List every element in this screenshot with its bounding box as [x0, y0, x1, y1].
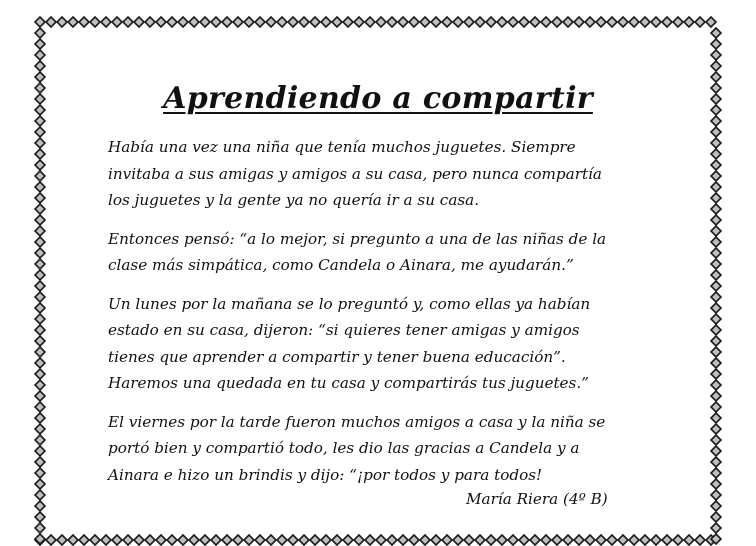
- border-link: [618, 535, 628, 545]
- border-link: [711, 182, 721, 192]
- border-link: [79, 17, 89, 27]
- border-link: [189, 17, 199, 27]
- paragraph-line: Entonces pensó: “a lo mejor, si pregunto a una de las niñas de la: [108, 229, 607, 248]
- border-link: [35, 490, 45, 500]
- border-link: [596, 535, 606, 545]
- border-link: [711, 380, 721, 390]
- border-link: [365, 535, 375, 545]
- border-link: [35, 204, 45, 214]
- border-link: [35, 281, 45, 291]
- border-link: [35, 215, 45, 225]
- border-link: [112, 535, 122, 545]
- border-link: [475, 535, 485, 545]
- border-link: [711, 193, 721, 203]
- border-link: [244, 535, 254, 545]
- border-link: [167, 535, 177, 545]
- border-link: [711, 281, 721, 291]
- story-title: [0, 78, 756, 116]
- border-link: [711, 50, 721, 60]
- border-link: [711, 259, 721, 269]
- border-link: [711, 336, 721, 346]
- border-link: [35, 369, 45, 379]
- border-link: [519, 17, 529, 27]
- border-link: [376, 535, 386, 545]
- border-link: [497, 17, 507, 27]
- paragraph-line: invitaba a sus amigas y amigos a su casa, pero nunca compartía: [108, 164, 602, 183]
- border-link: [596, 17, 606, 27]
- border-link: [35, 237, 45, 247]
- border-link: [35, 28, 45, 38]
- border-link: [607, 17, 617, 27]
- border-link: [684, 17, 694, 27]
- border-link: [90, 535, 100, 545]
- border-link: [711, 369, 721, 379]
- border-link: [343, 535, 353, 545]
- paragraph-line: estado en su casa, dijeron: “si quieres tener amigas y amigos: [108, 321, 580, 339]
- border-link: [277, 535, 287, 545]
- border-link: [711, 226, 721, 236]
- border-link: [310, 535, 320, 545]
- border-link: [277, 17, 287, 27]
- border-link: [35, 270, 45, 280]
- border-link: [711, 127, 721, 137]
- border-link: [35, 512, 45, 522]
- border-link: [35, 292, 45, 302]
- border-link: [475, 17, 485, 27]
- border-link: [711, 171, 721, 181]
- border-link: [530, 535, 540, 545]
- border-link: [35, 501, 45, 511]
- border-link: [464, 535, 474, 545]
- border-link: [711, 435, 721, 445]
- border-link: [651, 535, 661, 545]
- border-link: [420, 535, 430, 545]
- border-link: [574, 535, 584, 545]
- border-link: [486, 17, 496, 27]
- border-link: [200, 535, 210, 545]
- border-link: [35, 138, 45, 148]
- border-link: [695, 17, 705, 27]
- border-link: [711, 138, 721, 148]
- border-link: [57, 17, 67, 27]
- author-signature: María Riera (4º B): [466, 490, 608, 508]
- border-link: [101, 535, 111, 545]
- paragraph: [108, 226, 656, 279]
- border-link: [46, 535, 56, 545]
- border-link: [299, 17, 309, 27]
- border-link: [35, 259, 45, 269]
- border-link: [35, 149, 45, 159]
- border-link: [145, 535, 155, 545]
- border-link: [431, 535, 441, 545]
- paragraph-line: Haremos una quedada en tu casa y compartirás tus juguetes.”: [108, 374, 589, 392]
- border-link: [552, 535, 562, 545]
- border-link: [35, 61, 45, 71]
- border-link: [711, 116, 721, 126]
- story-body: [108, 134, 656, 500]
- border-link: [233, 535, 243, 545]
- border-link: [398, 17, 408, 27]
- border-link: [46, 17, 56, 27]
- border-link: [178, 535, 188, 545]
- border-link: [178, 17, 188, 27]
- border-link: [552, 17, 562, 27]
- border-link: [640, 535, 650, 545]
- border-link: [629, 535, 639, 545]
- border-link: [711, 413, 721, 423]
- border-link: [684, 535, 694, 545]
- border-link: [585, 535, 595, 545]
- border-link: [431, 17, 441, 27]
- border-link: [35, 347, 45, 357]
- border-link: [711, 457, 721, 467]
- paragraph-line: Había una vez una niña que tenía muchos juguetes. Siempre: [108, 138, 576, 156]
- paragraph-line: los juguetes y la gente ya no quería ir a su casa.: [108, 191, 480, 209]
- border-link: [530, 17, 540, 27]
- paragraph-line: tienes que aprender a compartir y tener buena educación”.: [108, 347, 566, 366]
- border-link: [640, 17, 650, 27]
- border-link: [711, 358, 721, 368]
- border-link: [35, 50, 45, 60]
- border-link: [35, 17, 45, 27]
- border-link: [35, 380, 45, 390]
- border-link: [711, 237, 721, 247]
- border-link: [123, 535, 133, 545]
- border-link: [35, 116, 45, 126]
- border-link: [35, 468, 45, 478]
- border-link: [711, 248, 721, 258]
- border-link: [453, 535, 463, 545]
- border-link: [409, 535, 419, 545]
- border-link: [35, 127, 45, 137]
- border-link: [343, 17, 353, 27]
- border-link: [711, 215, 721, 225]
- border-link: [332, 17, 342, 27]
- border-link: [711, 501, 721, 511]
- border-link: [90, 17, 100, 27]
- border-link: [211, 17, 221, 27]
- border-link: [563, 535, 573, 545]
- border-link: [711, 160, 721, 170]
- border-link: [673, 535, 683, 545]
- border-link: [35, 424, 45, 434]
- border-link: [711, 303, 721, 313]
- border-link: [662, 535, 672, 545]
- border-link: [711, 446, 721, 456]
- border-link: [541, 535, 551, 545]
- border-link: [711, 468, 721, 478]
- border-link: [508, 535, 518, 545]
- border-link: [711, 204, 721, 214]
- border-link: [387, 535, 397, 545]
- border-link: [508, 17, 518, 27]
- border-link: [354, 17, 364, 27]
- border-link: [321, 17, 331, 27]
- paragraph-line: El viernes por la tarde fueron muchos amigos a casa y la niña se: [108, 412, 606, 431]
- border-link: [35, 160, 45, 170]
- border-link: [35, 193, 45, 203]
- paragraph-line: Ainara e hizo un brindis y dijo: “¡por todos y para todos!: [108, 465, 543, 484]
- border-link: [519, 535, 529, 545]
- border-link: [68, 535, 78, 545]
- border-link: [695, 535, 705, 545]
- border-link: [711, 28, 721, 38]
- border-link: [711, 479, 721, 489]
- border-link: [310, 17, 320, 27]
- border-link: [35, 248, 45, 258]
- border-link: [156, 535, 166, 545]
- border-link: [79, 535, 89, 545]
- border-link: [211, 535, 221, 545]
- border-link: [156, 17, 166, 27]
- border-link: [711, 270, 721, 280]
- paragraph-line: Un lunes por la mañana se lo preguntó y, como ellas ya habían: [108, 294, 591, 313]
- border-link: [387, 17, 397, 27]
- border-link: [35, 413, 45, 423]
- border-link: [35, 325, 45, 335]
- border-link: [365, 17, 375, 27]
- border-link: [453, 17, 463, 27]
- border-link: [332, 535, 342, 545]
- border-link: [35, 479, 45, 489]
- border-link: [255, 17, 265, 27]
- border-link: [35, 435, 45, 445]
- border-link: [35, 446, 45, 456]
- border-link: [35, 358, 45, 368]
- border-link: [629, 17, 639, 27]
- border-link: [711, 490, 721, 500]
- border-link: [288, 17, 298, 27]
- border-link: [464, 17, 474, 27]
- border-link: [711, 149, 721, 159]
- border-link: [35, 171, 45, 181]
- story-title-text: Aprendiendo a compartir: [163, 81, 593, 116]
- border-link: [255, 535, 265, 545]
- border-link: [651, 17, 661, 27]
- border-link: [618, 17, 628, 27]
- border-link: [134, 535, 144, 545]
- paragraph: [108, 409, 656, 489]
- border-link: [354, 535, 364, 545]
- border-link: [711, 424, 721, 434]
- border-link: [35, 39, 45, 49]
- border-link: [200, 17, 210, 27]
- border-link: [497, 535, 507, 545]
- border-link: [233, 17, 243, 27]
- border-link: [222, 17, 232, 27]
- border-link: [563, 17, 573, 27]
- border-link: [321, 535, 331, 545]
- border-link: [35, 402, 45, 412]
- border-link: [711, 391, 721, 401]
- border-link: [711, 61, 721, 71]
- border-link: [222, 535, 232, 545]
- border-link: [35, 303, 45, 313]
- border-link: [442, 17, 452, 27]
- border-link: [35, 457, 45, 467]
- border-link: [711, 523, 721, 533]
- border-link: [585, 17, 595, 27]
- border-link: [134, 17, 144, 27]
- border-link: [145, 17, 155, 27]
- border-link: [376, 17, 386, 27]
- border-link: [711, 347, 721, 357]
- border-link: [706, 17, 716, 27]
- border-link: [442, 535, 452, 545]
- border-link: [574, 17, 584, 27]
- border-link: [57, 535, 67, 545]
- border-link: [244, 17, 254, 27]
- border-link: [35, 336, 45, 346]
- paragraph-line: portó bien y compartió todo, les dio las gracias a Candela y a: [108, 439, 580, 457]
- border-link: [409, 17, 419, 27]
- border-link: [123, 17, 133, 27]
- border-link: [189, 535, 199, 545]
- border-link: [288, 535, 298, 545]
- border-link: [398, 535, 408, 545]
- border-link: [35, 182, 45, 192]
- border-link: [266, 535, 276, 545]
- border-link: [101, 17, 111, 27]
- border-link: [486, 535, 496, 545]
- border-link: [266, 17, 276, 27]
- paragraph: [108, 134, 656, 214]
- border-link: [35, 226, 45, 236]
- border-link: [711, 292, 721, 302]
- border-link: [112, 17, 122, 27]
- border-link: [420, 17, 430, 27]
- border-link: [711, 314, 721, 324]
- border-link: [711, 402, 721, 412]
- border-link: [35, 391, 45, 401]
- paragraph: [108, 291, 656, 397]
- border-link: [167, 17, 177, 27]
- border-link: [68, 17, 78, 27]
- border-link: [35, 314, 45, 324]
- border-link: [711, 512, 721, 522]
- border-link: [35, 523, 45, 533]
- border-link: [673, 17, 683, 27]
- border-link: [662, 17, 672, 27]
- border-link: [711, 39, 721, 49]
- border-link: [299, 535, 309, 545]
- border-link: [541, 17, 551, 27]
- border-link: [711, 325, 721, 335]
- border-link: [607, 535, 617, 545]
- paragraph-line: clase más simpática, como Candela o Ainara, me ayudarán.”: [108, 256, 574, 274]
